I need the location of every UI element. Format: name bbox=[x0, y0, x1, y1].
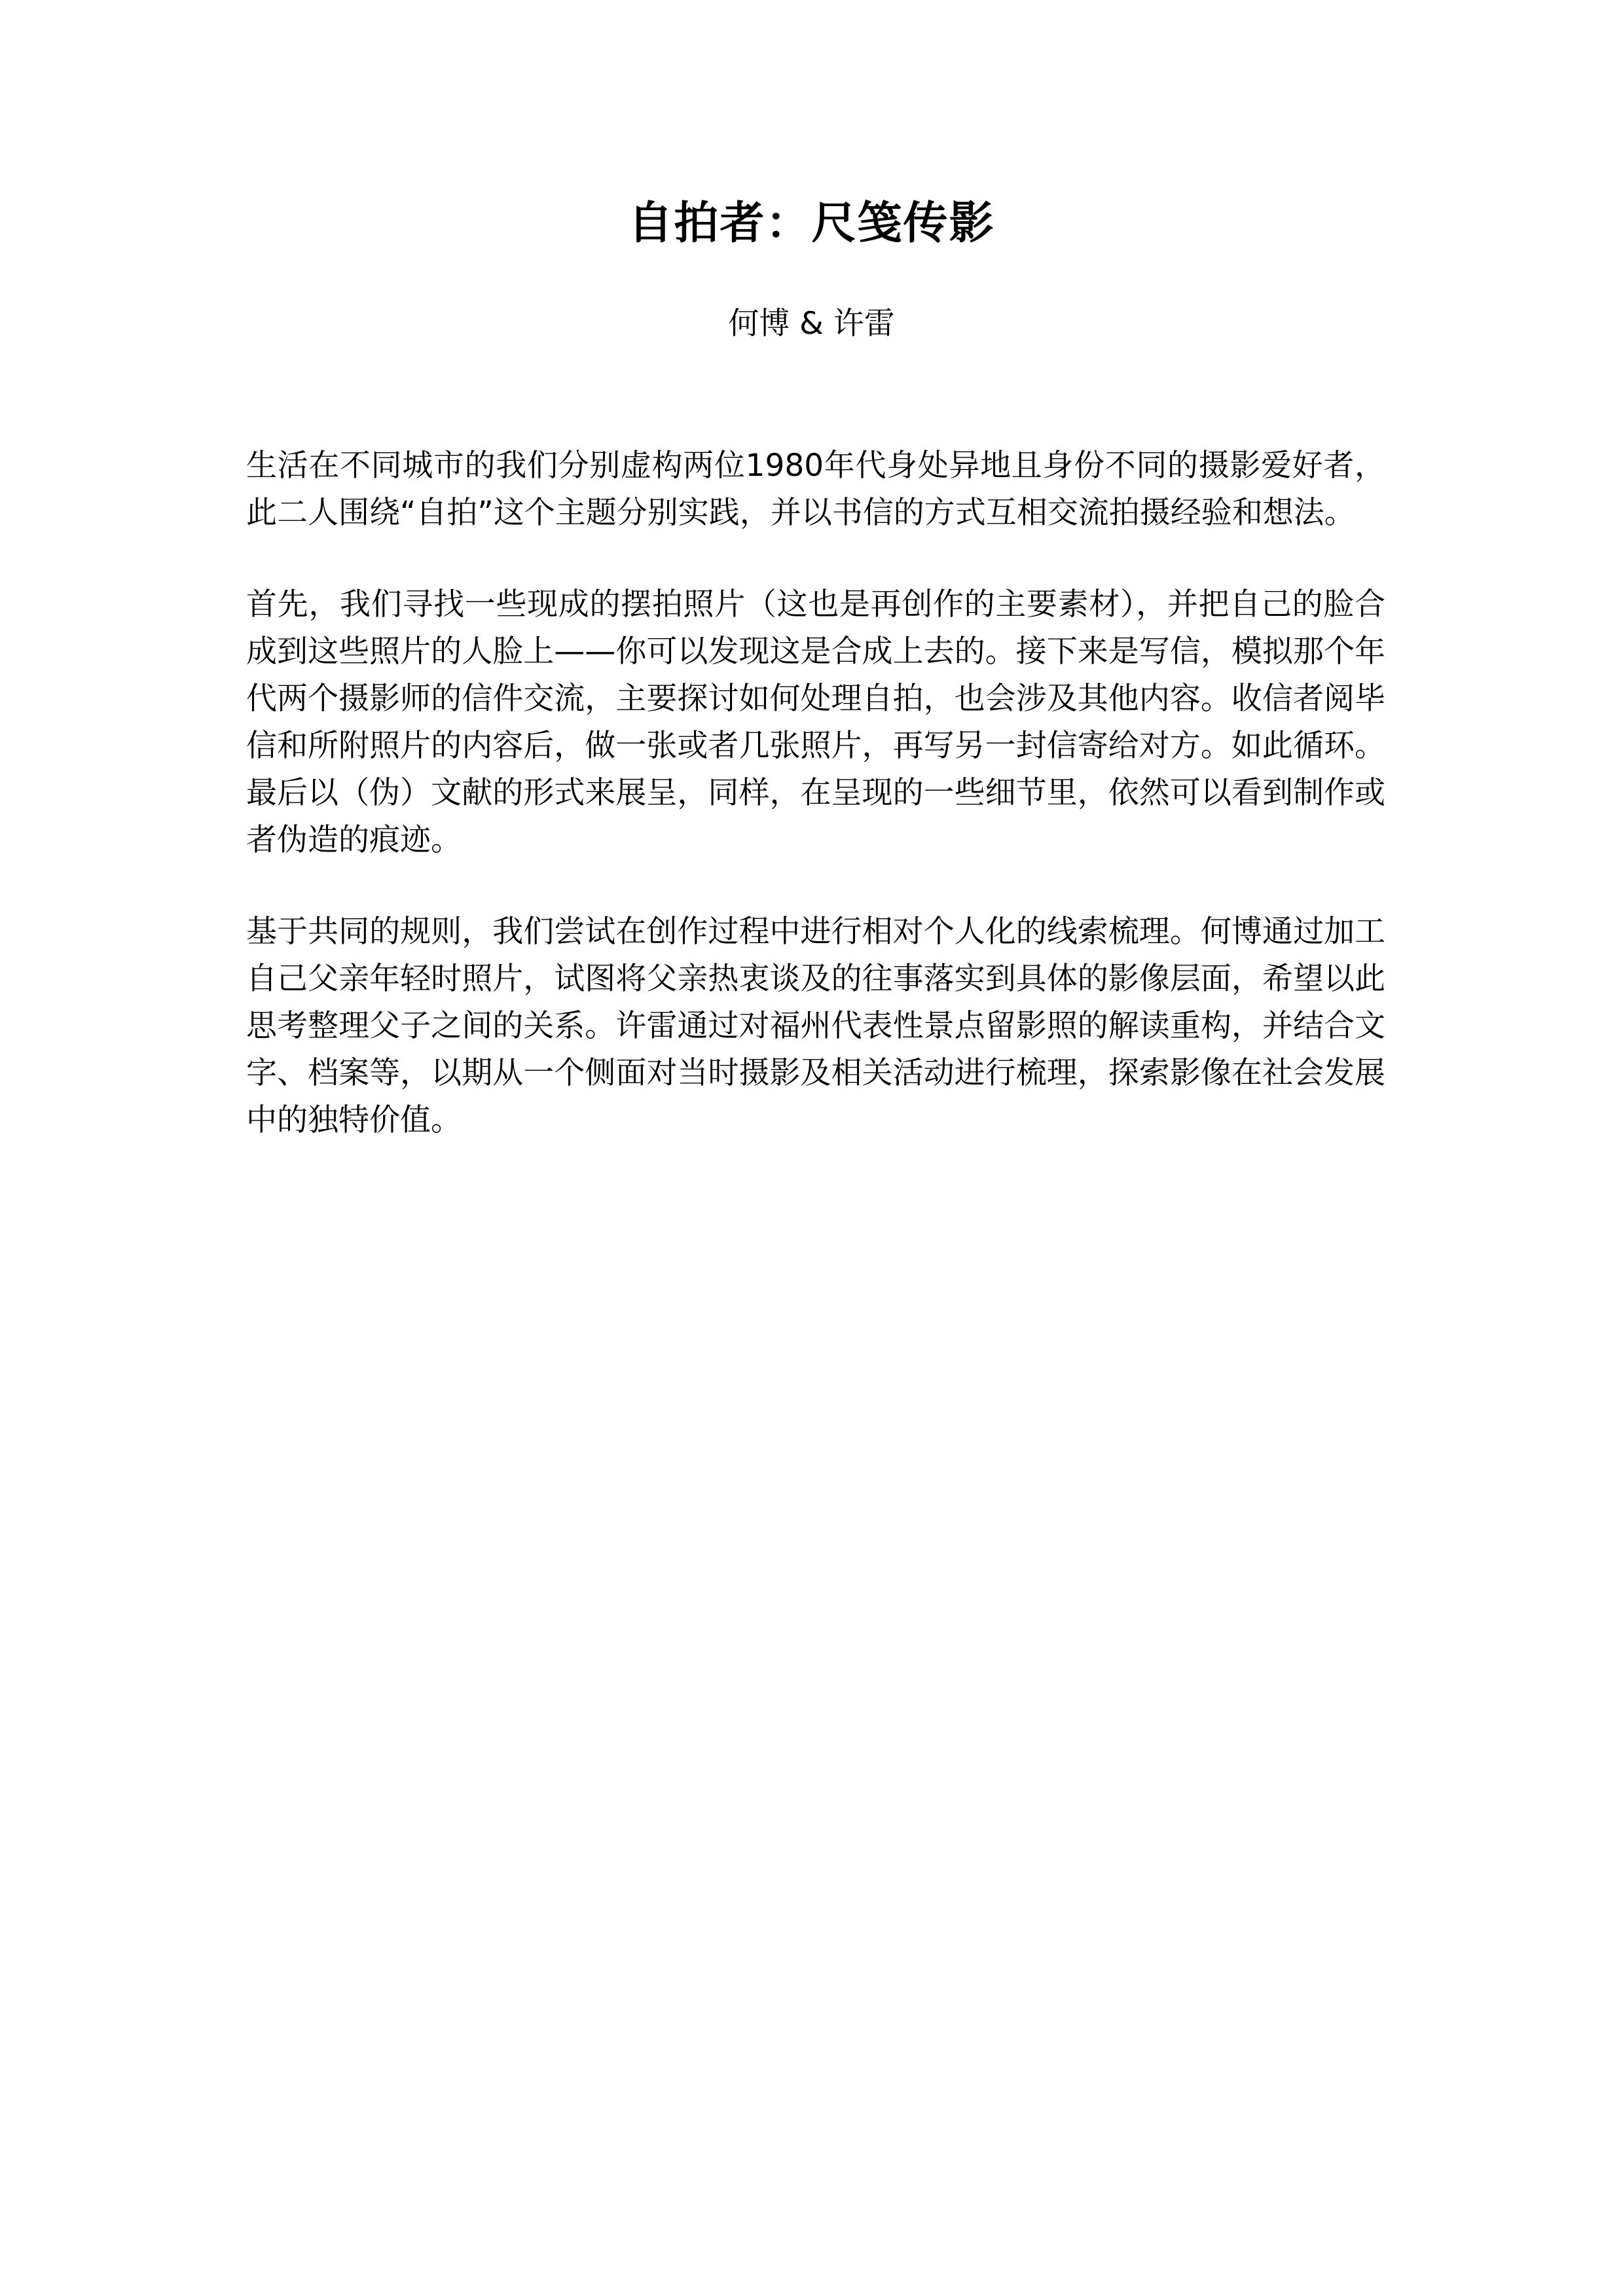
paragraph-intro: 生活在不同城市的我们分别虚构两位1980年代身处异地且身份不同的摄影爱好者，此二人围绕“自拍”这个主题分别实践，并以书信的方式互相交流拍摄经验和想法。 bbox=[246, 448, 1385, 531]
document-authors: 何博 & 许雷 bbox=[728, 306, 895, 342]
paragraph-process: 首先，我们寻找一些现成的摆拍照片（这也是再创作的主要素材），并把自己的脸合成到这些照片的人脸上——你可以发现这是合成上去的。接下来是写信，模拟那个年代两个摄影师的信件交流，主要探讨如何处理自拍，也会涉及其他内容。收信者阅毕信和所附照片的内容后，做一张或者几张照片，再写另一封信寄给对方。如此循环。最后以（伪）文献的形式来展呈，同样，在呈现的一些细节里，依然可以看到制作或者伪造的痕迹。 bbox=[246, 586, 1385, 858]
paragraph-approach: 基于共同的规则，我们尝试在创作过程中进行相对个人化的线索梳理。何博通过加工自己父亲年轻时照片，试图将父亲热衷谈及的往事落实到具体的影像层面，希望以此思考整理父子之间的关系。许雷通过对福州代表性景点留影照的解读重构，并结合文字、档案等，以期从一个侧面对当时摄影及相关活动进行梳理，探索影像在社会发展中的独特价值。 bbox=[246, 914, 1385, 1138]
document-title: 自拍者：尺笺传影 bbox=[628, 198, 995, 249]
document-body bbox=[246, 442, 1385, 1189]
